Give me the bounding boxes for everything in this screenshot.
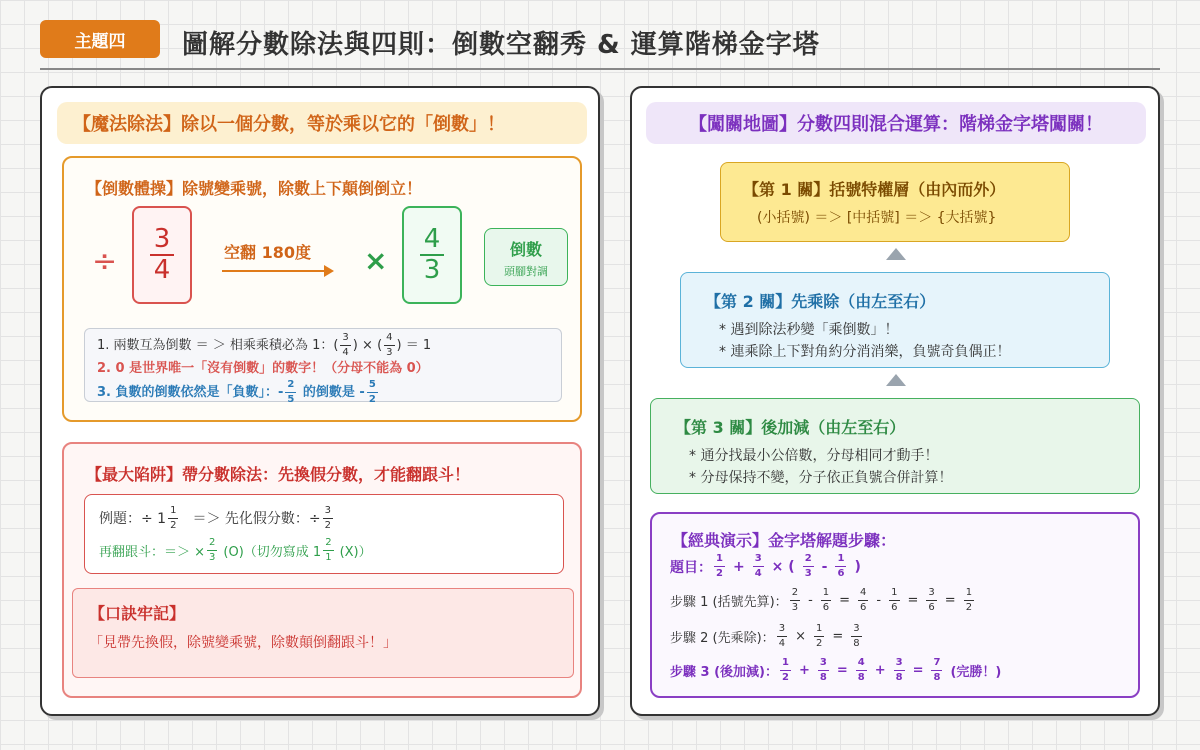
fraction <box>818 658 829 683</box>
numerator: 3 <box>926 588 936 601</box>
numerator: 3 <box>340 333 350 346</box>
numerator: 1 <box>168 506 178 519</box>
level-1-title: 【第 1 關】括號特權層（由內而外） <box>743 180 1006 199</box>
denominator: 6 <box>837 568 845 579</box>
title-divider <box>40 68 1160 70</box>
denominator: 2 <box>781 672 789 683</box>
multiply-sign: × <box>364 244 388 277</box>
times: × <box>795 629 806 644</box>
denominator: 4 <box>342 347 349 358</box>
level-2-title: 【第 2 關】先乘除（由左至右） <box>705 292 936 311</box>
divide-sign: ÷ <box>92 244 118 279</box>
level-2-box <box>680 272 1110 368</box>
numerator: 3 <box>818 658 829 671</box>
flip-line <box>99 535 549 565</box>
fraction <box>323 538 333 563</box>
denominator: 6 <box>928 602 935 613</box>
rule-1-result: ＝ 1 <box>405 338 432 353</box>
card-numerator: 3 <box>150 225 175 256</box>
denominator: 3 <box>804 568 812 579</box>
flip-mid: (O)（切勿寫成 1 <box>223 544 322 560</box>
denominator: 4 <box>754 568 762 579</box>
step-3-label: 步驟 3 (後加減)： <box>670 665 778 680</box>
fraction <box>894 658 905 683</box>
step-1-label: 步驟 1 (括號先算)： <box>670 595 788 610</box>
numerator: 5 <box>367 380 378 393</box>
trap-section <box>62 442 582 698</box>
denominator: 8 <box>819 672 827 683</box>
equals: = <box>839 593 851 608</box>
level-map-banner: 【闖關地圖】分數四則混合運算：階梯金字塔闖關！ <box>646 102 1146 144</box>
numerator: 2 <box>285 380 296 393</box>
numerator: 1 <box>780 658 791 671</box>
denominator: 1 <box>325 551 332 563</box>
numerator: 2 <box>803 554 814 567</box>
fraction <box>168 506 178 531</box>
trap-title: 【最大陷阱】帶分數除法：先換假分數，才能翻跟斗！ <box>86 465 471 484</box>
denominator: 6 <box>822 602 830 613</box>
reciprocal-fraction-card <box>402 206 462 304</box>
minus: - <box>808 593 813 608</box>
flip-arrow-icon <box>222 270 332 272</box>
numerator: 3 <box>323 506 333 519</box>
numerator: 4 <box>858 588 868 601</box>
level-3-line-2: * 分母保持不變，分子依正負號合併計算！ <box>689 470 953 486</box>
fraction <box>856 658 867 683</box>
fraction <box>714 554 725 579</box>
flip-end: (X)） <box>339 544 372 560</box>
equals: = <box>912 663 924 678</box>
denominator: 3 <box>209 551 216 563</box>
problem-label: 題目： <box>670 559 712 576</box>
denominator: 2 <box>716 568 723 579</box>
example-line <box>99 501 549 535</box>
fraction <box>858 588 868 613</box>
example-mid: ＝＞ 先化假分數：÷ <box>192 511 321 527</box>
paren: ( <box>333 338 339 353</box>
numerator: 2 <box>790 588 800 601</box>
reciprocal-note-sub: 頭腳對調 <box>504 265 548 278</box>
denominator: 2 <box>324 519 332 531</box>
topic-tag: 主題四 <box>40 20 160 58</box>
fraction <box>340 333 350 358</box>
numerator: 1 <box>814 624 824 637</box>
denominator: 8 <box>857 672 865 683</box>
numerator: 3 <box>894 658 905 671</box>
paren: ) <box>854 558 861 575</box>
plus: + <box>874 663 886 678</box>
fraction <box>821 588 831 613</box>
card-denominator: 3 <box>423 255 441 285</box>
fraction <box>753 554 764 579</box>
numerator: 1 <box>889 588 899 601</box>
numerator: 4 <box>856 658 867 671</box>
denominator: 2 <box>815 638 823 649</box>
fraction <box>323 506 333 531</box>
numerator: 1 <box>714 554 725 567</box>
rule-3-text: 3. 負數的倒數依然是「負數」：- <box>97 385 284 400</box>
level-2-line-1: * 遇到除法秒變「乘倒數」！ <box>719 322 899 338</box>
demo-title: 【經典演示】金字塔解題步驟： <box>672 531 897 550</box>
fraction <box>285 380 296 405</box>
level-3-box <box>650 398 1140 494</box>
up-triangle-icon <box>886 374 906 386</box>
page-title: 圖解分數除法與四則：倒數空翻秀 & 運算階梯金字塔 <box>182 30 820 60</box>
fraction <box>777 624 787 649</box>
numerator: 3 <box>753 554 764 567</box>
fraction <box>367 380 378 405</box>
fraction <box>889 588 899 613</box>
denominator: 8 <box>895 672 903 683</box>
up-triangle-icon <box>886 248 906 260</box>
numerator: 4 <box>384 333 394 346</box>
demo-step-1 <box>670 588 976 613</box>
rule-1-text: 1. 兩數互為倒數 ＝ ＞ 相乘乘積必為 1： <box>97 338 334 353</box>
order-of-operations-panel <box>630 86 1160 716</box>
times: × ( <box>771 558 795 575</box>
rule-1 <box>97 333 549 358</box>
numerator: 2 <box>207 538 217 551</box>
reciprocal-title: 【倒數體操】除號變乘號，除數上下顛倒倒立！ <box>86 179 423 198</box>
numerator: 7 <box>931 658 942 671</box>
plus: + <box>732 558 745 575</box>
example-label: 例題：÷ 1 <box>99 511 167 527</box>
fraction <box>780 658 791 683</box>
flip-label: 再翻跟斗：＝＞ × <box>99 544 206 560</box>
rule-3-mid: 的倒數是 - <box>302 385 365 400</box>
rule-2: 2. 0 是世界唯一「沒有倒數」的數字！（分母不能為 0） <box>97 361 429 376</box>
fraction <box>931 658 942 683</box>
level-3-line-1: * 通分找最小公倍數，分母相同才動手！ <box>689 448 939 464</box>
level-1-box <box>720 162 1070 242</box>
denominator: 2 <box>965 602 973 613</box>
minus: - <box>821 558 828 575</box>
denominator: 8 <box>853 638 860 649</box>
numerator: 3 <box>851 624 861 637</box>
level-1-sub: (小括號) ＝＞ [中括號] ＝＞ {大括號} <box>757 210 997 226</box>
paren: ( <box>377 338 383 353</box>
card-numerator: 4 <box>420 225 445 256</box>
fraction <box>803 554 814 579</box>
rule-3 <box>97 380 549 405</box>
mnemonic-box <box>72 588 574 678</box>
equals: = <box>836 663 848 678</box>
denominator: 2 <box>170 519 177 531</box>
fraction <box>851 624 861 649</box>
denominator: 2 <box>368 394 376 405</box>
fraction <box>835 554 846 579</box>
denominator: 3 <box>386 347 393 358</box>
demo-section <box>650 512 1140 698</box>
mnemonic-text: 「見帶先換假，除號變乘號，除數顛倒翻跟斗！」 <box>89 635 397 651</box>
denominator: 6 <box>860 602 867 613</box>
division-panel <box>40 86 600 716</box>
reciprocal-note <box>484 228 568 286</box>
equals: = <box>907 593 919 608</box>
denominator: 8 <box>933 672 941 683</box>
example-box <box>84 494 564 574</box>
level-3-title: 【第 3 關】後加減（由左至右） <box>675 418 906 437</box>
numerator: 3 <box>777 624 787 637</box>
denominator: 5 <box>287 394 295 405</box>
plus: + <box>798 663 810 678</box>
card-denominator: 4 <box>153 255 171 285</box>
mnemonic-title: 【口訣牢記】 <box>89 604 186 623</box>
paren: ) <box>352 338 358 353</box>
equals: = <box>832 629 844 644</box>
fraction <box>790 588 800 613</box>
numerator: 1 <box>964 588 974 601</box>
numerator: 1 <box>835 554 846 567</box>
paren: ) <box>396 338 402 353</box>
denominator: 6 <box>891 602 898 613</box>
fraction <box>926 588 936 613</box>
denominator: 3 <box>791 602 799 613</box>
fraction <box>384 333 394 358</box>
flip-arrow-label: 空翻 180度 <box>224 243 311 262</box>
fraction <box>814 624 824 649</box>
level-2-line-2: * 連乘除上下對角約分消消樂，負號奇負偶正！ <box>719 344 1011 360</box>
equals: = <box>944 593 956 608</box>
times: × <box>362 338 373 353</box>
minus: - <box>876 593 882 608</box>
step-3-end: (完勝！) <box>950 665 1002 680</box>
reciprocal-note-title: 倒數 <box>509 240 542 259</box>
demo-problem <box>670 554 867 579</box>
fraction <box>964 588 974 613</box>
demo-step-3 <box>670 658 1001 683</box>
reciprocal-section <box>62 156 582 422</box>
numerator: 2 <box>323 538 333 551</box>
magic-division-banner: 【魔法除法】除以一個分數，等於乘以它的「倒數」！ <box>57 102 587 144</box>
numerator: 1 <box>821 588 831 601</box>
demo-step-2 <box>670 624 864 649</box>
step-2-label: 步驟 2 (先乘除)： <box>670 631 775 646</box>
denominator: 4 <box>778 638 786 649</box>
reciprocal-rules <box>84 328 562 405</box>
original-fraction-card <box>132 206 192 304</box>
fraction <box>207 538 217 563</box>
